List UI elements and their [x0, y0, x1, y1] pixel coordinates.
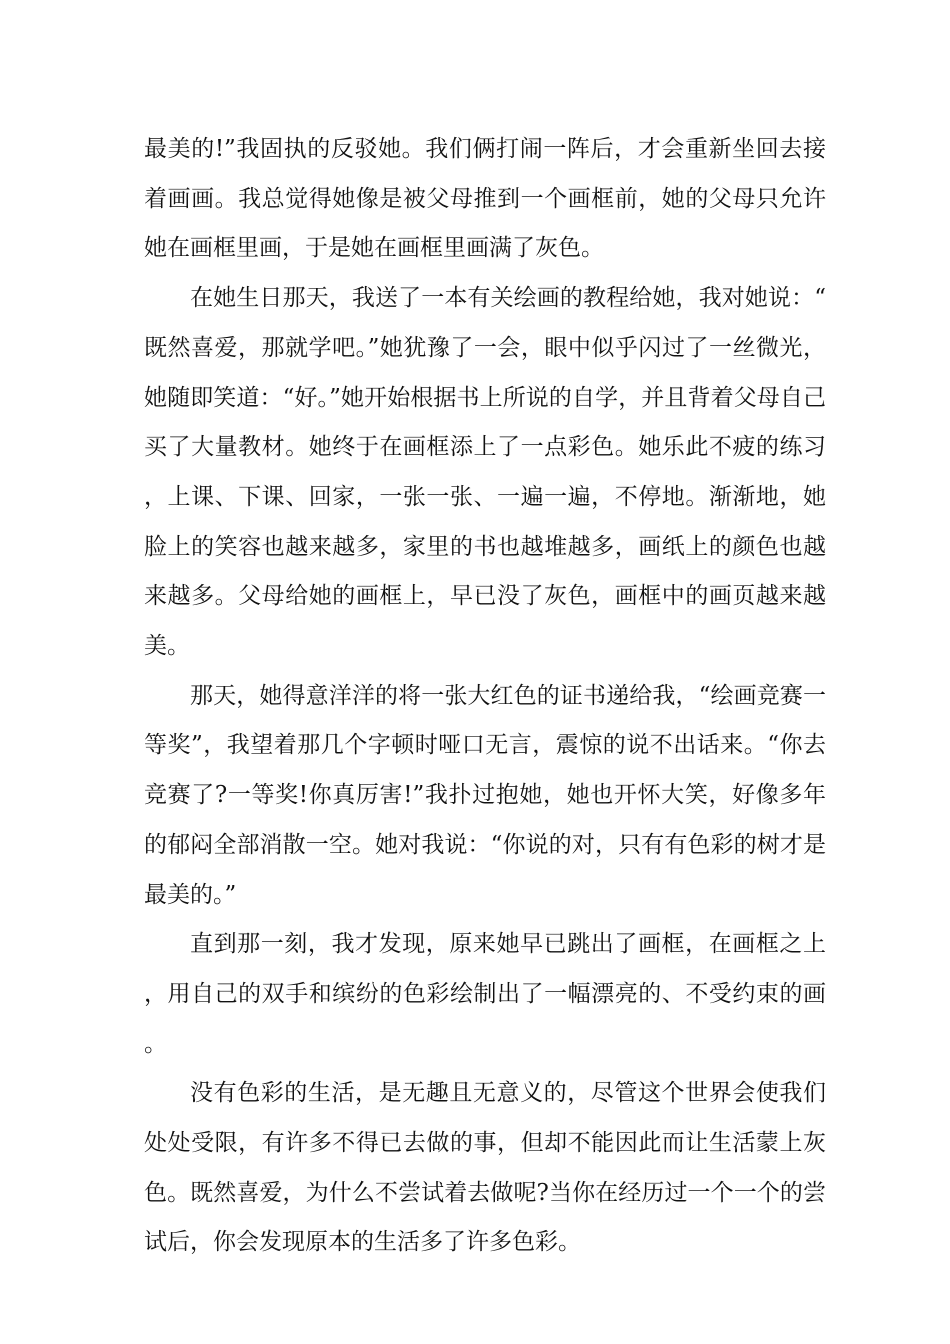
paragraph-3: 那天，她得意洋洋的将一张大红色的证书递给我，“绘画竞赛一等奖”，我望着那几个字顿时哑口无言，震惊的说不出话来。“你去竞赛了?一等奖!你真厉害!”我扑过抱她，她也开怀大笑，好像多年的郁闷全部消散一空。她对我说：“你说的对，只有有色彩的树才是最美的。”: [144, 682, 826, 908]
paragraph-2: 在她生日那天，我送了一本有关绘画的教程给她，我对她说：“既然喜爱，那就学吧。”她犹豫了一会，眼中似乎闪过了一丝微光，她随即笑道：“好。”她开始根据书上所说的自学，并且背着父母自己买了大量教材。她终于在画框添上了一点彩色。她乐此不疲的练习，上课、下课、回家，一张一张、一遍一遍，不停地。渐渐地，她脸上的笑容也越来越多，家里的书也越堆越多，画纸上的颜色也越来越多。父母给她的画框上，早已没了灰色，画框中的画页越来越美。: [144, 285, 826, 660]
paragraph-5: 没有色彩的生活，是无趣且无意义的，尽管这个世界会使我们处处受限，有许多不得已去做的事，但却不能因此而让生活蒙上灰色。既然喜爱，为什么不尝试着去做呢?当你在经历过一个一个的尝试后，你会发现原本的生活多了许多色彩。: [144, 1080, 826, 1256]
paragraph-4: 直到那一刻，我才发现，原来她早已跳出了画框，在画框之上，用自己的双手和缤纷的色彩绘制出了一幅漂亮的、不受约束的画。: [144, 931, 826, 1057]
paragraph-1: 最美的!”我固执的反驳她。我们俩打闹一阵后，才会重新坐回去接着画画。我总觉得她像是被父母推到一个画框前，她的父母只允许她在画框里画，于是她在画框里画满了灰色。: [144, 136, 826, 262]
document-page: [144, 125, 826, 1268]
